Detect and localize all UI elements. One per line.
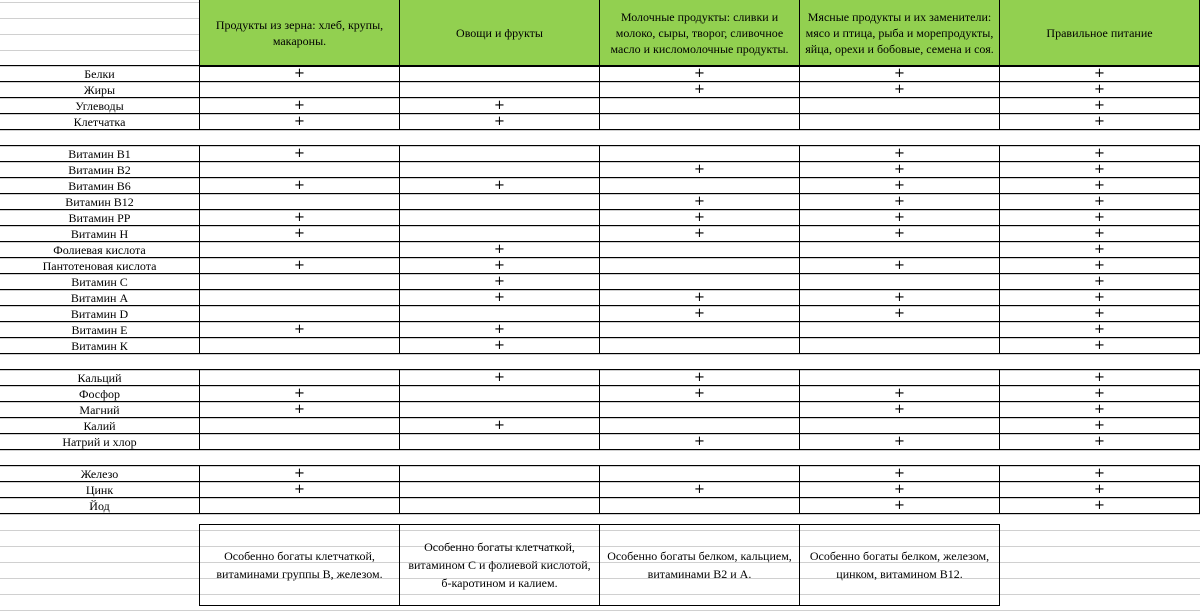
plus-mark-cell[interactable]: +: [1094, 386, 1105, 401]
gridline: [0, 610, 1200, 611]
note-grains[interactable]: [199, 524, 400, 606]
plus-mark-cell[interactable]: +: [1094, 338, 1105, 353]
gridline: [0, 130, 1200, 131]
plus-mark-cell[interactable]: +: [1094, 98, 1105, 113]
column-border: [399, 465, 400, 514]
column-header-healthy-diet[interactable]: [999, 0, 1200, 67]
column-border: [599, 145, 600, 354]
plus-mark-cell[interactable]: +: [694, 194, 705, 209]
plus-mark-cell[interactable]: +: [294, 178, 305, 193]
plus-mark-cell[interactable]: +: [1094, 434, 1105, 449]
row-label[interactable]: Натрий и хлор: [62, 435, 137, 449]
row-label[interactable]: Фосфор: [78, 387, 121, 401]
plus-mark-cell[interactable]: +: [294, 322, 305, 337]
row-label[interactable]: Витамин D: [70, 307, 129, 321]
plus-mark-cell[interactable]: +: [894, 66, 905, 81]
block-border: [0, 369, 1200, 370]
row-border: [0, 497, 1200, 498]
note-text: Особенно богаты клетчаткой, витаминами группы В, железом.: [216, 549, 383, 581]
column-border: [799, 465, 800, 514]
empty-cell[interactable]: [399, 306, 600, 322]
plus-mark-cell[interactable]: +: [1094, 146, 1105, 161]
plus-mark-cell[interactable]: +: [494, 370, 505, 385]
empty-cell[interactable]: [799, 242, 1000, 258]
row-border: [0, 385, 1200, 386]
plus-mark-cell[interactable]: +: [1094, 322, 1105, 337]
plus-mark-cell[interactable]: +: [494, 418, 505, 433]
column-border: [199, 65, 200, 130]
row-border: [0, 513, 1200, 514]
plus-mark-cell[interactable]: +: [694, 290, 705, 305]
plus-mark-cell[interactable]: +: [294, 98, 305, 113]
empty-cell[interactable]: [599, 258, 800, 274]
plus-mark-cell[interactable]: +: [494, 114, 505, 129]
row-label[interactable]: Витамин РР: [68, 211, 131, 225]
empty-cell[interactable]: [199, 306, 400, 322]
column-border: [799, 369, 800, 450]
row-border: [0, 257, 1200, 258]
row-border: [0, 321, 1200, 322]
plus-mark-cell[interactable]: +: [894, 306, 905, 321]
row-label[interactable]: Цинк: [85, 483, 114, 497]
empty-cell[interactable]: [199, 290, 400, 306]
row-border: [0, 433, 1200, 434]
column-border: [599, 65, 600, 130]
empty-cell[interactable]: [199, 274, 400, 290]
plus-mark-cell[interactable]: +: [894, 466, 905, 481]
empty-cell[interactable]: [199, 338, 400, 354]
empty-cell[interactable]: [599, 402, 800, 418]
note-dairy[interactable]: [599, 524, 800, 606]
empty-cell[interactable]: [599, 146, 800, 162]
plus-mark-cell[interactable]: +: [294, 114, 305, 129]
plus-mark-cell[interactable]: +: [294, 386, 305, 401]
plus-mark-cell[interactable]: +: [894, 258, 905, 273]
row-border: [0, 305, 1200, 306]
plus-mark-cell[interactable]: +: [294, 466, 305, 481]
row-label[interactable]: Витамин Е: [71, 323, 128, 337]
row-label[interactable]: Пантотеновая кислота: [42, 259, 157, 273]
block-border: [0, 145, 1200, 146]
plus-mark-cell[interactable]: +: [894, 210, 905, 225]
column-header-label: Продукты из зерна: хлеб, крупы, макароны.: [215, 18, 384, 48]
plus-mark-cell[interactable]: +: [894, 226, 905, 241]
empty-cell[interactable]: [799, 418, 1000, 434]
empty-cell[interactable]: [399, 402, 600, 418]
row-label[interactable]: Белки: [84, 67, 115, 81]
column-border: [599, 465, 600, 514]
row-border: [0, 209, 1200, 210]
row-label[interactable]: Фолиевая кислота: [53, 243, 146, 257]
plus-mark-cell[interactable]: +: [1094, 114, 1105, 129]
column-header-label: Правильное питание: [1046, 26, 1153, 40]
plus-mark-cell[interactable]: +: [694, 370, 705, 385]
plus-mark-cell[interactable]: +: [1094, 194, 1105, 209]
column-border: [399, 145, 400, 354]
empty-cell[interactable]: [399, 210, 600, 226]
plus-mark-cell[interactable]: +: [894, 482, 905, 497]
empty-cell[interactable]: [399, 194, 600, 210]
empty-cell[interactable]: [599, 242, 800, 258]
gridline: [0, 514, 1200, 515]
empty-cell[interactable]: [799, 370, 1000, 386]
row-label[interactable]: Магний: [79, 403, 120, 417]
plus-mark-cell[interactable]: +: [1094, 162, 1105, 177]
row-border: [0, 337, 1200, 338]
column-border: [799, 65, 800, 130]
plus-mark-cell[interactable]: +: [1094, 482, 1105, 497]
empty-cell[interactable]: [799, 338, 1000, 354]
plus-mark-cell[interactable]: +: [694, 434, 705, 449]
plus-mark-cell[interactable]: +: [894, 402, 905, 417]
plus-mark-cell[interactable]: +: [494, 322, 505, 337]
note-text: Особенно богаты белком, кальцием, витаминами В2 и А.: [607, 549, 792, 581]
empty-cell[interactable]: [399, 482, 600, 498]
plus-mark-cell[interactable]: +: [1094, 66, 1105, 81]
row-border: [0, 401, 1200, 402]
empty-cell[interactable]: [599, 274, 800, 290]
gridline: [0, 354, 1200, 355]
plus-mark-cell[interactable]: +: [494, 98, 505, 113]
plus-mark-cell[interactable]: +: [894, 290, 905, 305]
column-header-label: Овощи и фрукты: [456, 26, 543, 40]
row-border: [0, 289, 1200, 290]
plus-mark-cell[interactable]: +: [1094, 242, 1105, 257]
column-border: [999, 145, 1000, 354]
row-border: [0, 193, 1200, 194]
empty-cell[interactable]: [199, 162, 400, 178]
row-label[interactable]: Клетчатка: [73, 115, 126, 129]
plus-mark-cell[interactable]: +: [1094, 306, 1105, 321]
row-label[interactable]: Витамин В1: [68, 147, 131, 161]
plus-mark-cell[interactable]: +: [694, 66, 705, 81]
row-border: [0, 177, 1200, 178]
column-border: [399, 369, 400, 450]
row-border: [0, 481, 1200, 482]
plus-mark-cell[interactable]: +: [1094, 418, 1105, 433]
row-label[interactable]: Калий: [83, 419, 116, 433]
row-border: [0, 97, 1200, 98]
empty-cell[interactable]: [599, 498, 800, 514]
column-header-dairy[interactable]: [599, 0, 800, 67]
plus-mark-cell[interactable]: +: [694, 386, 705, 401]
row-border: [0, 113, 1200, 114]
plus-mark-cell[interactable]: +: [694, 306, 705, 321]
column-border: [399, 65, 400, 130]
plus-mark-cell[interactable]: +: [1094, 210, 1105, 225]
plus-mark-cell[interactable]: +: [294, 402, 305, 417]
plus-mark-cell[interactable]: +: [694, 226, 705, 241]
column-border: [599, 369, 600, 450]
row-border: [0, 129, 1200, 130]
plus-mark-cell[interactable]: +: [1094, 290, 1105, 305]
block-border: [0, 465, 1200, 466]
row-label[interactable]: Железо: [80, 467, 119, 481]
row-label[interactable]: Витамин А: [70, 291, 129, 305]
column-border: [999, 465, 1000, 514]
plus-mark-cell[interactable]: +: [894, 498, 905, 513]
plus-mark-cell[interactable]: +: [294, 66, 305, 81]
empty-cell[interactable]: [199, 370, 400, 386]
plus-mark-cell[interactable]: +: [494, 338, 505, 353]
empty-cell[interactable]: [199, 194, 400, 210]
plus-mark-cell[interactable]: +: [494, 290, 505, 305]
column-border: [999, 369, 1000, 450]
empty-cell[interactable]: [599, 178, 800, 194]
plus-mark-cell[interactable]: +: [694, 162, 705, 177]
row-label[interactable]: Йод: [89, 499, 110, 513]
empty-cell[interactable]: [599, 98, 800, 114]
row-label[interactable]: Витамин В2: [68, 163, 131, 177]
empty-cell[interactable]: [599, 322, 800, 338]
empty-cell[interactable]: [199, 418, 400, 434]
plus-mark-cell[interactable]: +: [494, 242, 505, 257]
note-meat[interactable]: [799, 524, 1000, 606]
plus-mark-cell[interactable]: +: [494, 274, 505, 289]
empty-cell[interactable]: [399, 498, 600, 514]
column-header-meat[interactable]: [799, 0, 1000, 67]
row-label[interactable]: Витамин В12: [65, 195, 134, 209]
row-border: [0, 353, 1200, 354]
plus-mark-cell[interactable]: +: [894, 82, 905, 97]
row-label[interactable]: Витамин Н: [70, 227, 129, 241]
column-border: [199, 465, 200, 514]
plus-mark-cell[interactable]: +: [694, 482, 705, 497]
note-vegetables[interactable]: [399, 524, 600, 606]
plus-mark-cell[interactable]: +: [694, 210, 705, 225]
plus-mark-cell[interactable]: +: [494, 258, 505, 273]
empty-cell[interactable]: [399, 466, 600, 482]
empty-cell[interactable]: [399, 146, 600, 162]
column-border: [999, 65, 1000, 130]
column-border: [799, 145, 800, 354]
column-header-vegetables[interactable]: [399, 0, 600, 67]
column-header-grains[interactable]: [199, 0, 400, 67]
row-border: [0, 161, 1200, 162]
plus-mark-cell[interactable]: +: [494, 178, 505, 193]
plus-mark-cell[interactable]: +: [294, 482, 305, 497]
plus-mark-cell[interactable]: +: [1094, 258, 1105, 273]
plus-mark-cell[interactable]: +: [1094, 466, 1105, 481]
row-border: [0, 273, 1200, 274]
row-border: [0, 81, 1200, 82]
column-header-label: Мясные продукты и их заменители: мясо и птица, рыба и морепродукты, яйца, орехи и бобовые, семена и соя.: [805, 10, 994, 56]
empty-cell[interactable]: [199, 434, 400, 450]
empty-cell[interactable]: [399, 82, 600, 98]
row-label[interactable]: Витамин К: [71, 339, 128, 353]
gridline: [0, 450, 1200, 451]
empty-cell[interactable]: [599, 418, 800, 434]
row-label[interactable]: Кальций: [77, 371, 122, 385]
row-border: [0, 417, 1200, 418]
empty-cell[interactable]: [599, 114, 800, 130]
empty-cell[interactable]: [799, 322, 1000, 338]
column-header-label: Молочные продукты: сливки и молоко, сыры, творог, сливочное масло и кисломолочные продукты.: [610, 10, 789, 56]
empty-cell[interactable]: [199, 242, 400, 258]
empty-cell[interactable]: [799, 274, 1000, 290]
column-border: [199, 369, 200, 450]
empty-cell[interactable]: [399, 434, 600, 450]
plus-mark-cell[interactable]: +: [894, 386, 905, 401]
plus-mark-cell[interactable]: +: [1094, 498, 1105, 513]
plus-mark-cell[interactable]: +: [894, 434, 905, 449]
plus-mark-cell[interactable]: +: [894, 194, 905, 209]
plus-mark-cell[interactable]: +: [894, 178, 905, 193]
plus-mark-cell[interactable]: +: [294, 258, 305, 273]
plus-mark-cell[interactable]: +: [1094, 226, 1105, 241]
plus-mark-cell[interactable]: +: [1094, 178, 1105, 193]
empty-cell[interactable]: [599, 466, 800, 482]
row-border: [0, 225, 1200, 226]
row-label[interactable]: Витамин С: [71, 275, 128, 289]
empty-cell[interactable]: [799, 98, 1000, 114]
empty-cell[interactable]: [199, 498, 400, 514]
plus-mark-cell[interactable]: +: [1094, 402, 1105, 417]
plus-mark-cell[interactable]: +: [894, 146, 905, 161]
block-border: [0, 65, 1200, 66]
row-label[interactable]: Углеводы: [75, 99, 124, 113]
plus-mark-cell[interactable]: +: [294, 226, 305, 241]
plus-mark-cell[interactable]: +: [894, 162, 905, 177]
row-border: [0, 241, 1200, 242]
empty-cell[interactable]: [399, 162, 600, 178]
empty-cell[interactable]: [399, 66, 600, 82]
row-label[interactable]: Жиры: [83, 83, 116, 97]
note-text: Особенно богаты клетчаткой, витамином С и фолиевой кислотой, б-каротином и калием.: [408, 540, 591, 590]
row-label[interactable]: Витамин В6: [68, 179, 131, 193]
plus-mark-cell[interactable]: +: [1094, 82, 1105, 97]
column-border: [199, 145, 200, 354]
plus-mark-cell[interactable]: +: [694, 82, 705, 97]
plus-mark-cell[interactable]: +: [294, 210, 305, 225]
empty-cell[interactable]: [599, 338, 800, 354]
note-text: Особенно богаты белком, железом, цинком, витамином В12.: [809, 549, 990, 581]
empty-cell[interactable]: [199, 82, 400, 98]
empty-cell[interactable]: [799, 114, 1000, 130]
plus-mark-cell[interactable]: +: [1094, 370, 1105, 385]
empty-cell[interactable]: [399, 386, 600, 402]
empty-cell[interactable]: [399, 226, 600, 242]
plus-mark-cell[interactable]: +: [294, 146, 305, 161]
plus-mark-cell[interactable]: +: [1094, 274, 1105, 289]
row-border: [0, 449, 1200, 450]
